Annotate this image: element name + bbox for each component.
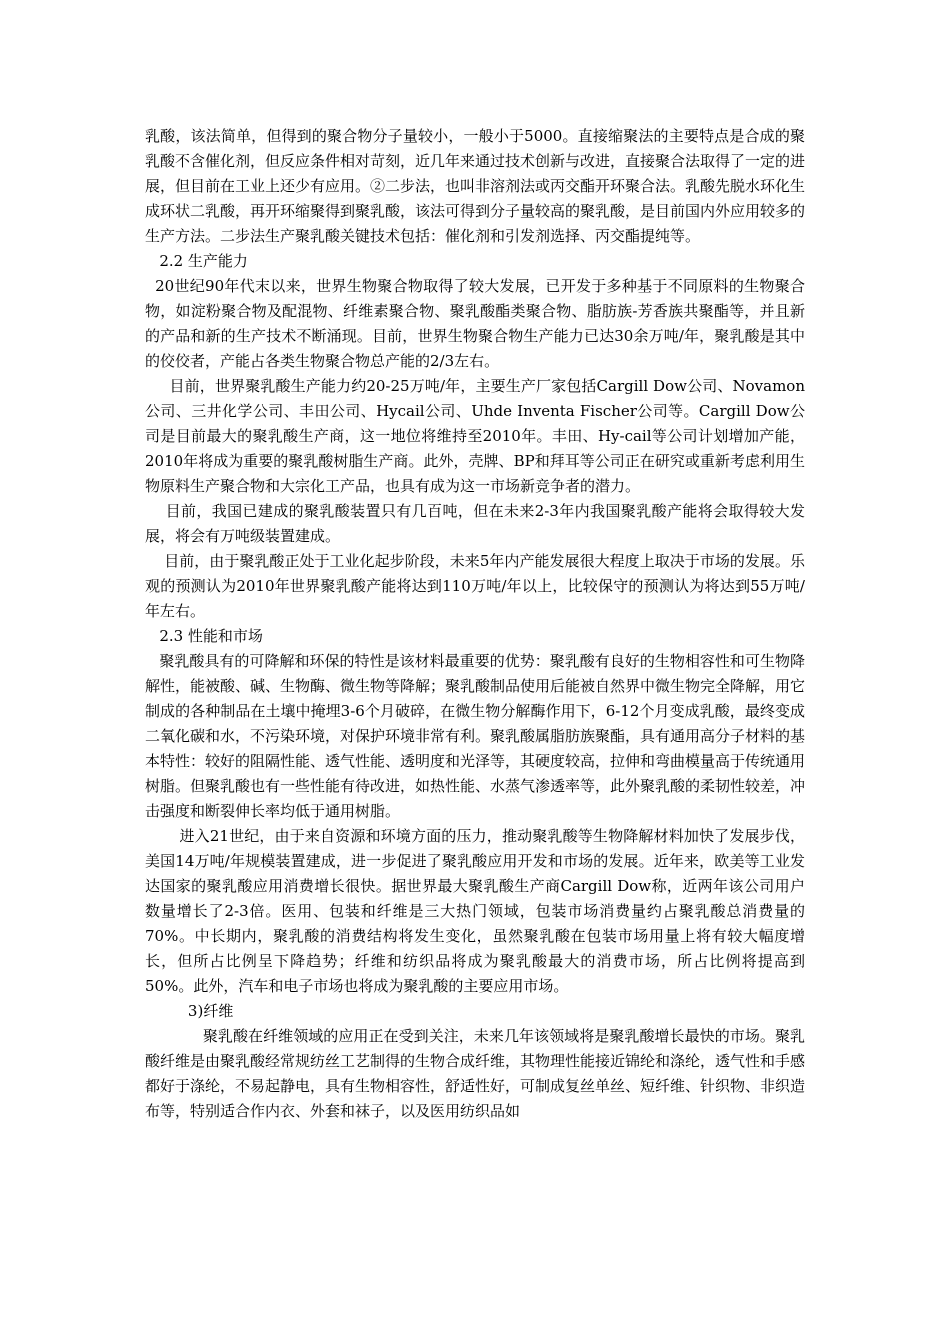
- subsection-heading-fiber: 3)纤维: [145, 1002, 234, 1020]
- section-heading-production-capacity: 2.2 生产能力: [145, 252, 248, 270]
- paragraph-capacity-forecast: 目前，由于聚乳酸正处于工业化起步阶段，未来5年内产能发展很大程度上取决于市场的发展。乐观的预测认为2010年世界聚乳酸产能将达到110万吨/年以上，比较保守的预测认为将达到55万吨/年左右。: [145, 552, 805, 620]
- paragraph-performance: 聚乳酸具有的可降解和环保的特性是该材料最重要的优势：聚乳酸有良好的生物相容性和可生物降解性，能被酸、碱、生物酶、微生物等降解；聚乳酸制品使用后能被自然界中微生物完全降解，用它制成的各种制品在土壤中掩埋3-6个月破碎，在微生物分解酶作用下，6-12个月变成乳酸，最终变成二氧化碳和水，不污染环境，对保护环境非常有利。聚乳酸属脂肪族聚酯，具有通用高分子材料的基本特性：较好的阻隔性能、透气性能、透明度和光泽等，其硬度较高，拉伸和弯曲模量高于传统通用树脂。但聚乳酸也有一些性能有待改进，如热性能、水蒸气渗透率等，此外聚乳酸的柔韧性较差，冲击强度和断裂伸长率均低于通用树脂。: [145, 652, 806, 820]
- section-heading-performance-market: 2.3 性能和市场: [145, 627, 263, 645]
- paragraph-two-step-method: 乳酸，该法简单，但得到的聚合物分子量较小，一般小于5000。直接缩聚法的主要特点是合成的聚乳酸不含催化剂，但反应条件相对苛刻，近几年来通过技术创新与改进，直接聚合法取得了一定的进展，但目前在工业上还少有应用。②二步法，也叫非溶剂法或丙交酯开环聚合法。乳酸先脱水环化生成环状二乳酸，再开环缩聚得到聚乳酸，该法可得到分子量较高的聚乳酸，是目前国内外应用较多的生产方法。二步法生产聚乳酸关键技术包括：催化剂和引发剂选择、丙交酯提纯等。: [145, 127, 806, 245]
- paragraph-china-pla: 目前，我国已建成的聚乳酸装置只有几百吨，但在未来2-3年内我国聚乳酸产能将会取得较大发展，将会有万吨级装置建成。: [145, 502, 805, 545]
- document-body: [145, 124, 805, 1124]
- paragraph-world-biopolymers: 20世纪90年代末以来，世界生物聚合物取得了较大发展，已开发于多种基于不同原料的生物聚合物，如淀粉聚合物及配混物、纤维素聚合物、聚乳酸酯类聚合物、脂肪族-芳香族共聚酯等，并且新的产品和新的生产技术不断涌现。目前，世界生物聚合物生产能力已达30余万吨/年，聚乳酸是其中的佼佼者，产能占各类生物聚合物总产能的2/3左右。: [145, 277, 805, 370]
- paragraph-fiber: 聚乳酸在纤维领域的应用正在受到关注，未来几年该领域将是聚乳酸增长最快的市场。聚乳酸纤维是由聚乳酸经常规纺丝工艺制得的生物合成纤维，其物理性能接近锦纶和涤纶，透气性和手感都好于涤纶，不易起静电，具有生物相容性，舒适性好，可制成复丝单丝、短纤维、针织物、非织造布等，特别适合作内衣、外套和袜子，以及医用纺织品如: [145, 1027, 806, 1120]
- paragraph-market: 进入21世纪，由于来自资源和环境方面的压力，推动聚乳酸等生物降解材料加快了发展步伐，美国14万吨/年规模装置建成，进一步促进了聚乳酸应用开发和市场的发展。近年来，欧美等工业发达国家的聚乳酸应用消费增长很快。据世界最大聚乳酸生产商Cargill Dow称，近两年该公司用户数量增长了2-3倍。医用、包装和纤维是三大热门领域，包装市场消费量约占聚乳酸总消费量的70%。中长期内，聚乳酸的消费结构将发生变化，虽然聚乳酸在包装市场用量上将有较大幅度增长，但所占比例呈下降趋势；纤维和纺织品将成为聚乳酸最大的消费市场，所占比例将提高到50%。此外，汽车和电子市场也将成为聚乳酸的主要应用市场。: [145, 827, 805, 995]
- paragraph-world-pla-capacity: 目前，世界聚乳酸生产能力约20-25万吨/年，主要生产厂家包括Cargill Dow公司、Novamon公司、三井化学公司、丰田公司、Hycail公司、Uhde Inventa Fischer公司等。Cargill Dow公司是目前最大的聚乳酸生产商，这一地位将维持至2010年。丰田、Hy-cail等公司计划增加产能，2010年将成为重要的聚乳酸树脂生产商。此外，壳牌、BP和拜耳等公司正在研究或重新考虑利用生物原料生产聚合物和大宗化工产品，也具有成为这一市场新竞争者的潜力。: [145, 377, 805, 495]
